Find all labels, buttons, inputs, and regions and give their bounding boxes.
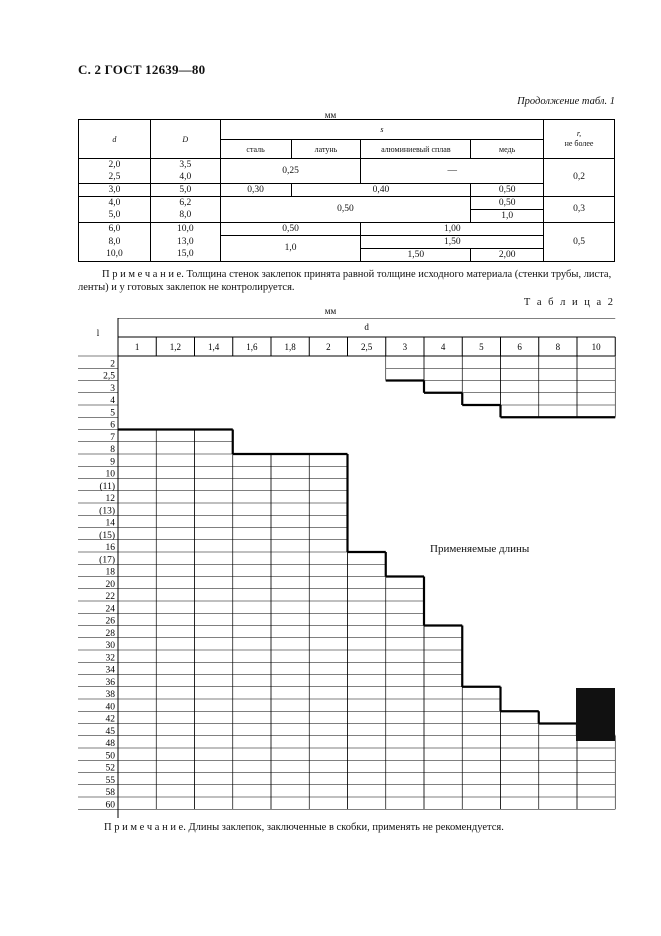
unit-label: мм xyxy=(324,110,337,120)
l-value-label: 6 xyxy=(110,420,115,431)
l-value-label: 10 xyxy=(105,469,115,480)
l-value-label: 4 xyxy=(110,396,115,406)
row-D: 8,0 xyxy=(150,210,220,223)
col-d-header: d xyxy=(79,120,151,159)
d-value-label: 10 xyxy=(591,342,601,352)
col-r-header xyxy=(544,120,615,159)
d-value-label: 2 xyxy=(326,342,331,352)
l-value-label: 2,5 xyxy=(103,371,115,382)
l-value-label: 3 xyxy=(110,383,115,394)
l-value-label: 45 xyxy=(105,726,115,737)
l-value-label: 58 xyxy=(105,788,115,798)
continuation-label: Продолжение табл. 1 xyxy=(517,96,615,107)
l-value-label: 18 xyxy=(105,567,115,578)
col-s-header: s xyxy=(220,120,543,140)
l-value-label: 30 xyxy=(105,641,115,651)
table-1 xyxy=(78,119,615,262)
col-r-symbol: r, xyxy=(576,129,582,138)
col-d-header: d xyxy=(364,322,369,332)
l-value-label: 52 xyxy=(105,763,115,774)
cell-s-value: 0,30 xyxy=(220,184,291,197)
row-D: 15,0 xyxy=(150,249,220,262)
d-value-label: 6 xyxy=(517,342,522,352)
row-D: 4,0 xyxy=(150,171,220,184)
l-value-label: 60 xyxy=(105,800,115,811)
l-value-label: 42 xyxy=(105,714,115,725)
page-header: С. 2 ГОСТ 12639—80 xyxy=(78,62,206,77)
table-2-grid xyxy=(78,318,616,818)
cell-s-value: 0,50 xyxy=(471,184,544,197)
row-D: 6,2 xyxy=(150,197,220,210)
cell-s-value: 1,50 xyxy=(361,249,471,262)
l-value-label: (13) xyxy=(99,506,115,517)
cell-s-value: 0,40 xyxy=(291,184,471,197)
row-d: 4,0 xyxy=(79,197,151,210)
row-d: 6,0 xyxy=(79,223,151,236)
l-value-label: 34 xyxy=(105,665,115,676)
applied-lengths-label: Применяемые длины xyxy=(430,543,530,555)
sub-steel: сталь xyxy=(220,140,291,159)
l-value-label: 48 xyxy=(105,739,115,749)
sub-aluminium: алюминиевый сплав xyxy=(361,140,471,159)
d-value-label: 4 xyxy=(440,342,446,352)
d-value-label: 2,5 xyxy=(361,342,373,352)
l-value-label: 50 xyxy=(105,751,115,762)
note-2 xyxy=(104,822,504,833)
l-value-label: 36 xyxy=(105,677,115,688)
l-value-label: 28 xyxy=(105,628,115,639)
page-tab-marker xyxy=(576,688,615,741)
row-D: 13,0 xyxy=(150,236,220,249)
cell-s-value: 1,0 xyxy=(220,236,361,262)
l-value-label: 14 xyxy=(105,518,115,529)
d-value-label: 1,8 xyxy=(284,342,296,352)
l-value-label: 20 xyxy=(105,579,115,590)
sub-brass: латунь xyxy=(291,140,361,159)
l-value-label: 26 xyxy=(105,616,115,627)
col-D-header: D xyxy=(150,120,220,159)
cell-s-value: — xyxy=(361,159,544,184)
cell-s-value: 0,25 xyxy=(220,159,361,184)
cell-s-value: 2,00 xyxy=(471,249,544,262)
d-value-label: 1,6 xyxy=(246,342,258,352)
d-value-label: 1 xyxy=(134,342,140,352)
l-value-label: 5 xyxy=(110,408,115,419)
l-value-label: 55 xyxy=(105,775,115,786)
l-value-label: 7 xyxy=(110,432,115,443)
cell-s-value: 0,50 xyxy=(471,197,544,210)
cell-s-value: 1,0 xyxy=(471,210,544,223)
note-1-text: Толщина стенок заклепок принята равной толщине исходного материала (стенки трубы, листа, ленты) и у готовых заклепок не контролируется. xyxy=(78,269,612,293)
cell-r-value: 0,3 xyxy=(544,197,615,223)
l-value-label: 22 xyxy=(105,592,115,602)
l-value-label: 24 xyxy=(105,604,115,615)
row-D: 5,0 xyxy=(150,184,220,197)
col-r-note: не более xyxy=(564,139,594,148)
col-l-header: l xyxy=(96,328,100,338)
row-D: 3,5 xyxy=(150,159,220,172)
l-value-label: 32 xyxy=(105,653,115,664)
l-value-label: 2 xyxy=(110,359,115,370)
note-1-label: П р и м е ч а н и е. xyxy=(102,269,184,280)
l-value-label: (11) xyxy=(99,481,115,492)
note-2-text: Длины заклепок, заключенные в скобки, применять не рекомендуется. xyxy=(188,822,504,833)
l-value-label: (15) xyxy=(99,530,115,541)
d-value-label: 1,4 xyxy=(208,342,220,352)
note-2-label: П р и м е ч а н и е. xyxy=(104,822,186,833)
l-value-label: 12 xyxy=(105,494,115,504)
d-value-label: 8 xyxy=(555,342,561,352)
unit-label-2: мм xyxy=(324,306,337,316)
cell-s-value: 1,50 xyxy=(361,236,544,249)
row-d: 2,5 xyxy=(79,171,151,184)
l-value-label: 40 xyxy=(105,702,115,713)
cell-r-value: 0,5 xyxy=(544,223,615,262)
row-d: 3,0 xyxy=(79,184,151,197)
l-value-label: 8 xyxy=(110,445,115,455)
d-value-label: 5 xyxy=(479,342,484,352)
d-value-label: 1,2 xyxy=(169,342,181,352)
l-value-label: (17) xyxy=(99,555,115,566)
note-1 xyxy=(78,268,618,294)
l-value-label: 16 xyxy=(105,543,115,553)
row-d: 2,0 xyxy=(79,159,151,172)
sub-copper: медь xyxy=(471,140,544,159)
cell-r-value: 0,2 xyxy=(544,159,615,197)
cell-s-value: 1,00 xyxy=(361,223,544,236)
l-value-label: 38 xyxy=(105,690,115,700)
l-value-label: 9 xyxy=(110,457,115,468)
row-d: 8,0 xyxy=(79,236,151,249)
row-d: 10,0 xyxy=(79,249,151,262)
cell-s-value: 0,50 xyxy=(220,197,471,223)
row-d: 5,0 xyxy=(79,210,151,223)
d-value-label: 3 xyxy=(402,342,408,352)
cell-s-value: 0,50 xyxy=(220,223,361,236)
row-D: 10,0 xyxy=(150,223,220,236)
table-2-title: Т а б л и ц а 2 xyxy=(523,297,615,308)
